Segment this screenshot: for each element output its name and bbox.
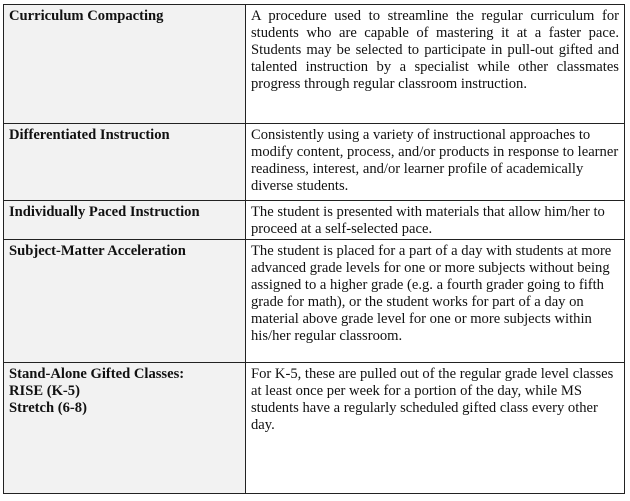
term-sublabel: RISE (K-5) [9,383,80,399]
term-cell [4,240,246,363]
definition-cell: The student is placed for a part of a day with students at more advanced grade levels for one or more subjects without being assigned to a higher grade (e.g. a fourth grader going to fifth grade for math), or the student works for part of a day on material above grade level for one or more subjects within his/her regular classroom. [246,240,625,363]
definition-cell: For K-5, these are pulled out of the regular grade level classes at least once per week for a portion of the day, while MS students have a regularly scheduled gifted class every other day. [246,363,625,494]
table-row [4,363,625,494]
table-row [4,124,625,201]
term-label: Individually Paced Instruction [9,204,200,220]
definition-cell: Consistently using a variety of instructional approaches to modify content, process, and/or products in response to learner readiness, interest, and/or learner profile of academically diverse students. [246,124,625,201]
term-cell [4,363,246,494]
table-row [4,240,625,363]
term-label: Stand-Alone Gifted Classes: [9,366,185,382]
term-sublabel: Stretch (6-8) [9,400,87,416]
term-label: Differentiated Instruction [9,127,170,143]
table-row [4,5,625,124]
definition-cell: The student is presented with materials that allow him/her to proceed at a self-selected pace. [246,201,625,240]
term-label: Curriculum Compacting [9,8,164,24]
term-cell [4,5,246,124]
definitions-table [3,4,625,494]
term-cell [4,124,246,201]
term-label: Subject-Matter Acceleration [9,243,186,259]
table-row [4,201,625,240]
definition-cell: A procedure used to streamline the regular curriculum for students who are capable of mastering it at a faster pace. Students may be selected to participate in pull-out gifted and talented instruction by a specialist while other classmates progress through regular classroom instruction. [246,5,625,124]
term-cell [4,201,246,240]
